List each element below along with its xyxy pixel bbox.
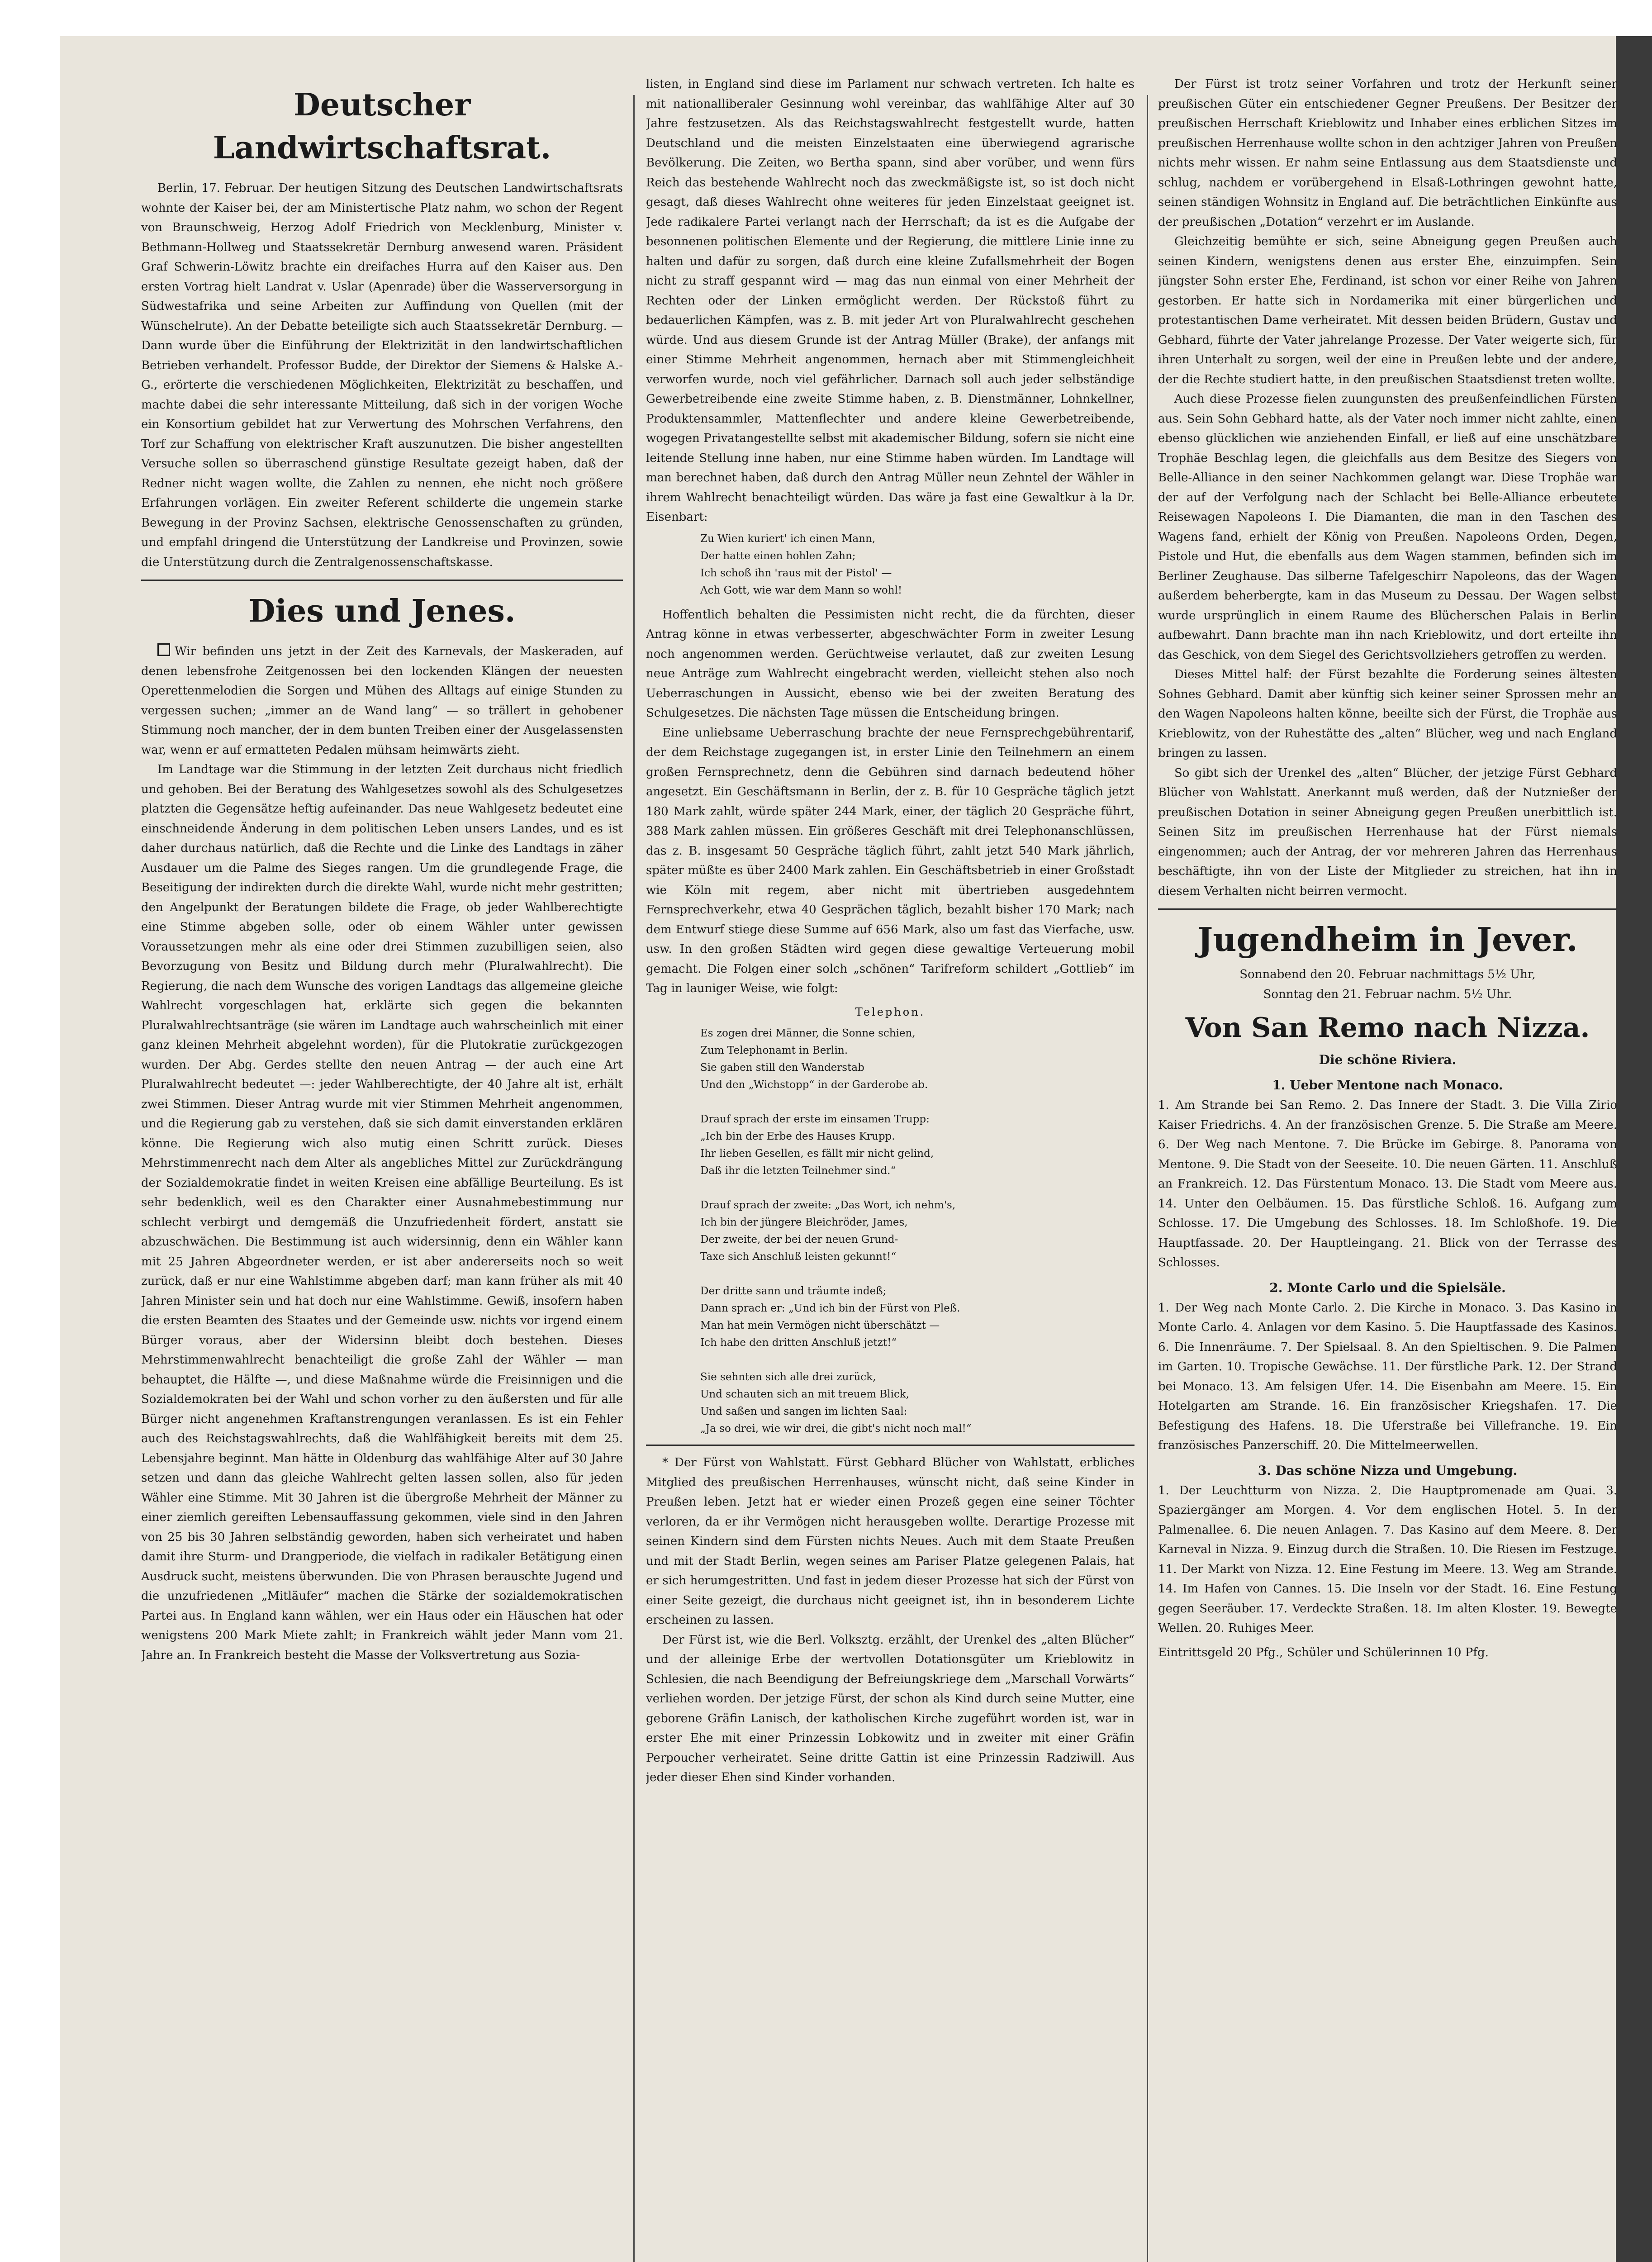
advert-date-saturday: Sonnabend den 20. Februar nachmittags 5½ Uhr, <box>1239 968 1536 981</box>
article-paragraph: Der Fürst ist, wie die Berl. Volksztg. erzählt, der Urenkel des „alten Blücher“ und der alleinige Erbe der wertvollen Dotationsgüter um Krieblowitz in Schlesien, die nach Beendigung der Befreiungskriege dem „Marschall Vorwärts“ verliehen worden. Der jetzige Fürst, der schon als Kind durch seine Mutter, eine geborene Gräfin Lanisch, der katholischen Kirche zugeführt worden ist, war in erster Ehe mit einer Prinzessin Lobkowitz und in zweiter mit einer Gräfin Perpoucher verheiratet. Seine dritte Gattin ist eine Prinzessin Radziwill. Aus jeder dieser Ehen sind Kinder vorhanden. <box>646 1633 1135 1784</box>
poem-line: Zum Telephonamt in Berlin. <box>700 1045 848 1056</box>
section-list-monte-carlo: 1. Der Weg nach Monte Carlo. 2. Die Kirche in Monaco. 3. Das Kasino in Monte Carlo. 4. Anlagen vor dem Kasino. 5. Die Hauptfassade des Kasinos. 6. Die Innenräume. 7. Der Spielsaal. 8. An den Spieltischen. 9. Die Palmen im Garten. 10. Tropische Gewächse. 11. Der fürstliche Park. 12. Der Strand bei Monaco. 13. Am felsigen Ufer. 14. Die Eisenbahn am Meere. 15. Ein Hotelgarten am Strande. 16. Ein französischer Kriegshafen. 17. Die Befestigung des Hafens. 18. Die Uferstraße bei Villefranche. 19. Ein französisches Panzerschiff. 20. Die Mittelmeerwellen. <box>1158 1301 1617 1452</box>
poem-title-telephon: Telephon. <box>855 1005 926 1018</box>
article-landwirtschaftsrat-body: Berlin, 17. Februar. Der heutigen Sitzung des Deutschen Landwirtschaftsrats wohnte der Kaiser bei, der am Ministertische Platz nahm, wo schon der Regent von Braunschweig, Herzog Adolf Friedrich von Mecklenburg, Minister v. Bethmann-Hollweg und Staatssekretär Dernburg anwesend waren. Präsident Graf Schwerin-Löwitz brachte ein dreifaches Hurra auf den Kaiser aus. Den ersten Vortrag hielt Landrat v. Uslar (Apenrade) über die Wasserversorgung in Südwestafrika und seine Arbeiten zur Auffindung von Quellen (mit der Wünschelrute). An der Debatte beteiligte sich auch Staatssekretär Dernburg. — Dann wurde über die Einführung der Elektrizität in den landwirtschaftlichen Betrieben verhandelt. Professor Budde, der Direktor der Siemens & Halske A.-G., erörterte die verschiedenen Möglichkeiten, Elektrizität zu beschaffen, und machte dabei die sehr interessante Mitteilung, daß sich in der vorigen Woche ein Konsortium gebildet hat zur Verwertung des Mohrschen Verfahrens, den Torf zur Schaffung von elektrischer Kraft auszunutzen. Die bisher angestellten Versuche sollen so überraschend günstige Resultate gezeigt haben, daß der Redner nicht wagen wollte, die Zahlen zu nennen, ehe nicht noch größere Erfahrungen vorlägen. Ein zweiter Referent schilderte die ungemein starke Bewegung in der Provinz Sachsen, elektrische Genossenschaften zu gründen, und empfahl dringend die Unterstützung der Landkreise und Provinzen, sowie die Unterstützung durch die Zentralgenossenschaftskasse. <box>141 181 623 569</box>
column-right <box>1158 75 1617 2262</box>
headline-dies-und-jenes: Dies und Jenes. <box>248 593 516 629</box>
advert-tagline: Die schöne Riviera. <box>1319 1052 1457 1067</box>
section-heading-mentone: 1. Ueber Mentone nach Monaco. <box>1272 1078 1503 1093</box>
article-paragraph <box>141 642 623 760</box>
poem-line: Ich schoß ihn 'raus mit der Pistol' — <box>700 567 892 579</box>
poem-line: Drauf sprach der erste im einsamen Trupp: <box>700 1113 930 1125</box>
poem-line: Man hat mein Vermögen nicht überschätzt — <box>700 1320 940 1331</box>
advert-date-sunday: Sonntag den 21. Februar nachm. 5½ Uhr. <box>1263 987 1512 1001</box>
poem-line: Ich bin der jüngere Bleichröder, James, <box>700 1217 908 1228</box>
article-paragraph: Dieses Mittel half: der Fürst bezahlte die Forderung seines ältesten Sohnes Gebhard. Damit aber künftig sich keiner seiner Sprossen mehr an den Wagen Napoleons halten könne, beeilte sich der Fürst, die Trophäe aus Krieblowitz, von der Ruhestätte des „alten“ Blücher, weg und nach England bringen zu lassen. <box>1158 668 1617 760</box>
headline-landwirtschaftsrat: Deutscher Landwirtschaftsrat. <box>213 87 551 166</box>
article-paragraph: listen, in England sind diese im Parlament nur schwach vertreten. Ich halte es mit nationalliberaler Gesinnung wohl vereinbar, das wahlfähige Alter auf 30 Jahre festzusetzen. Als das Reichstagswahlrecht festgestellt wurde, hatten Deutschland und die meisten Einzelstaaten eine überwiegend agrarische Bevölkerung. Die Zeiten, wo Bertha spann, sind aber vorüber, und wenn fürs Reich das bestehende Wahlrecht noch das zweckmäßigste ist, so ist doch nicht gesagt, daß dieses Wahlrecht ohne weiteres für jeden Einzelstaat geeignet ist. Jede radikalere Partei verlangt nach der Herrschaft; da ist es die Aufgabe der besonnenen politischen Elemente und der Regierung, die mittlere Linie inne zu halten und dafür zu sorgen, daß durch eine kleine Zufallsmehrheit der Bogen nicht zu straff gespannt wird — mag das nun einmal von einer Mehrheit der Rechten oder der Linken ermöglicht werden. Der Rückstoß führt zu bedauerlichen Kämpfen, was z. B. mit jeder Art von Pluralwahlrecht geschehen würde. Und aus diesem Grunde ist der Antrag Müller (Brake), der anfangs mit einer Stimme Mehrheit angenommen, hernach aber mit Stimmengleichheit verworfen wurde, noch viel gefährlicher. Darnach soll auch jeder selbständige Gewerbetreibende eine zweite Stimme haben, z. B. Dienstmänner, Lohnkellner, Produktensammler, Mattenflechter und andere kleine Gewerbetreibende, wogegen Privatangestellte selbst mit akademischer Bildung, sofern sie nicht eine leitende Stellung inne haben, nur eine Stimme haben würden. Im Landtage will man berechnet haben, daß durch den Antrag Müller neun Zehntel der Wähler in ihrem Wahlrecht benachteiligt würden. Das wäre ja fast eine Gewaltkur à la Dr. Eisenbart: <box>646 77 1135 524</box>
poem-line: Zu Wien kuriert' ich einen Mann, <box>700 532 876 545</box>
poem-line: Der zweite, der bei der neuen Grund- <box>700 1234 898 1245</box>
poem-line: Der hatte einen hohlen Zahn; <box>700 550 856 562</box>
section-list-nizza: 1. Der Leuchtturm von Nizza. 2. Die Hauptpromenade am Quai. 3. Spaziergänger am Morgen. 4. Vor dem englischen Hotel. 5. In der Palmenallee. 6. Die neuen Anlagen. 7. Das Kasino auf dem Meere. 8. Der Karneval in Nizza. 9. Einzug durch die Straßen. 10. Die Riesen im Festzuge. 11. Der Markt von Nizza. 12. Eine Festung im Meere. 13. Weg am Strande. 14. Im Hafen von Cannes. 15. Die Inseln vor der Stadt. 16. Eine Festung gegen Seeräuber. 17. Verdeckte Straßen. 18. Im alten Kloster. 19. Bewegte Wellen. 20. Ruhiges Meer. <box>1158 1483 1617 1635</box>
section-rule <box>646 1445 1135 1446</box>
poem-line: Taxe sich Anschluß leisten gekunnt!“ <box>700 1251 897 1263</box>
column-middle <box>646 75 1135 2262</box>
advert-subtitle: Von San Remo nach Nizza. <box>1185 1012 1590 1044</box>
poem-telephon <box>700 1025 1135 1437</box>
poem-line: Sie gaben still den Wanderstab <box>700 1062 864 1074</box>
poem-line: Es zogen drei Männer, die Sonne schien, <box>700 1027 916 1039</box>
section-heading-nizza: 3. Das schöne Nizza und Umgebung. <box>1258 1463 1518 1478</box>
poem-line <box>700 1179 1135 1197</box>
article-paragraph: Im Landtage war die Stimmung in der letzten Zeit durchaus nicht friedlich und gehoben. Bei der Beratung des Wahlgesetzes sowohl als des Schulgesetzes platzten die Gegensätze heftig aufeinander. Das neue Wahlgesetz bedeutet eine einschneidende Änderung in dem politischen Leben unsers Landes, und es ist daher durchaus natürlich, daß die Rechte und die Linke des Landtags in zäher Ausdauer um die Palme des Sieges rangen. Um die grundlegende Frage, die Beseitigung der indirekten durch die direkte Wahl, wurde nicht mehr gestritten; den Angelpunkt der Beratungen bildete die Frage, ob jeder Wahlberechtigte eine Stimme abgeben solle, oder ob einem Wähler unter gewissen Voraussetzungen mehr als eine oder drei Stimmen zuzubilligen seien, also Bevorzugung von Besitz und Bildung durch mehr (Pluralwahlrecht). Die Regierung, die nach dem Wunsche des vorigen Landtags das allgemeine gleiche Wahlrecht vorgeschlagen hat, erklärte sich gegen die bekannten Pluralwahlrechtsanträge (sie wären im Landtage auch wahrscheinlich mit einer ganz kleinen Mehrheit abgelehnt worden), für die Plutokratie zurückgezogen wurden. Der Abg. Gerdes stellte den neuen Antrag — der auch eine Art Pluralwahlrecht bedeutet —: jeder Wahlberechtigte, der 40 Jahre alt ist, erhält zwei Stimmen. Dieser Antrag wurde mit vier Stimmen Mehrheit angenommen, und die Regierung gab zu verstehen, daß sie sich damit einverstanden erklären könne. Die Regierung wich also mutig einen Schritt zurück. Dieses Mehrstimmenrecht nach dem Alter als angebliches Mittel zur Zurückdrängung der Sozialdemokratie findet in weiten Kreisen eine abfällige Beurteilung. Es ist sehr bedenklich, weil es den Charakter einer Ausnahmebestimmung nur schlecht verbirgt und demgemäß die Unzufriedenheit fördert, anstatt sie abzuschwächen. Die Bestimmung ist auch widersinnig, denn ein Wähler kann mit 25 Jahren Abgeordneter werden, er ist aber andererseits noch so weit zurück, daß er nur eine Wahlstimme abgeben darf; man kann früher als mit 40 Jahren Minister sein und hat doch nur eine Wahlstimme. Gewiß, insofern haben die ersten Beamten des Staates und der Gemeinde usw. nichts vor irgend einem Bürger voraus, aber der Widersinn bleibt doch bestehen. Dieses Mehrstimmenwahlrecht benachteiligt die große Zahl der Wähler — man behauptet, die Hälfte —, und diese Maßnahme würde die Freisinnigen und die Sozialdemokraten bei der Wahl und schon vorher zu den äußersten und für alle Bürger nicht angenehmen Kraftanstrengungen veranlassen. Es ist ein Fehler auch des Reichstagswahlrechts, daß die Wahlfähigkeit bereits mit dem 25. Lebensjahre beginnt. Man hätte in Oldenburg das wahlfähige Alter auf 30 Jahre setzen und dann das gleiche Wahlrecht gelten lassen sollen, also für jeden Wähler eine Stimme. Mit 30 Jahren ist die übergroße Mehrheit der Männer zu einer ziemlich gereiften Lebensauffassung gekommen, viele sind in den Jahren von 25 bis 30 Jahren selbständig geworden, haben sich verheiratet und haben damit ihre Sturm- und Drangperiode, die vielfach in radikaler Betätigung einen Ausdruck sucht, meistens überwunden. Die von Phrasen berauschte Jugend und die unzufriedenen „Mitläufer“ machen die Stärke der sozialdemokratischen Partei aus. In England kann wählen, wer ein Haus oder ein Häuschen hat oder wenigstens 200 Mark Miete zahlt; in Frankreich wählt jeder Mann vom 21. Jahre an. In Frankreich besteht die Masse der Volksvertretung aus Sozia- <box>141 763 623 1662</box>
article-paragraph: So gibt sich der Urenkel des „alten“ Blücher, der jetzige Fürst Gebhard Blücher von Wahlstatt. Anerkannt muß werden, daß der Nutznießer der preußischen Dotation in seiner Abneigung gegen Preußen unerbittlich ist. Seinen Sitz im preußischen Herrenhause hat der Fürst niemals eingenommen; auch der Antrag, der vor mehreren Jahren das Herrenhaus beschäftigte, ihn von der Liste der Mitglieder zu streichen, hat ihn in diesem Verhalten nicht beirren vermocht. <box>1158 766 1617 898</box>
section-heading-monte-carlo: 2. Monte Carlo und die Spielsäle. <box>1269 1280 1506 1295</box>
poem-line: Und saßen und sangen im lichten Saal: <box>700 1406 907 1417</box>
poem-line <box>700 1265 1135 1283</box>
poem-line: Und den „Wichstopp“ in der Garderobe ab. <box>700 1079 928 1091</box>
advert-title: Jugendheim in Jever. <box>1197 920 1578 959</box>
poem-line <box>700 1351 1135 1369</box>
poem-line: Daß ihr die letzten Teilnehmer sind.“ <box>700 1165 896 1177</box>
poem-line: Ach Gott, wie war dem Mann so wohl! <box>700 584 902 596</box>
article-fuerst-wahlstatt: * Der Fürst von Wahlstatt. Fürst Gebhard Blücher von Wahlstatt, erbliches Mitglied des preußischen Herrenhauses, wünscht nicht, daß seine Kinder in Preußen leben. Jetzt hat er wieder einen Prozeß gegen eine seiner Töchter verloren, da er ihr Vermögen nicht herausgeben wollte. Derartige Prozesse mit seinen Kindern sind dem Fürsten nichts Neues. Auch mit dem Staate Preußen und mit der Stadt Berlin, wegen seines am Pariser Platze gelegenen Palais, hat er sich herumgestritten. Und fast in jedem dieser Prozesse hat sich der Fürst von einer Seite gezeigt, die durchaus nicht geeignet ist, ihn in besonderem Lichte erscheinen zu lassen. <box>646 1456 1135 1627</box>
paragraph-text: Wir befinden uns jetzt in der Zeit des Karnevals, der Maskeraden, auf denen lebensfrohe Zeitgenossen bei den lockenden Klängen der neuesten Operettenmelodien die Sorgen und Mühen des Alltags auf einige Stunden zu vergessen suchen; „immer an de Wand lang“ — so trällert in gehobener Stimmung noch mancher, der in dem bunten Treiben einer der Ausgelassensten war, wenn er auf ermatteten Pedalen mühsam heimwärts zieht. <box>141 645 623 757</box>
scanner-edge <box>1616 36 1652 2262</box>
poem-line: Sie sehnten sich alle drei zurück, <box>700 1371 876 1383</box>
article-paragraph: Gleichzeitig bemühte er sich, seine Abneigung gegen Preußen auch seinen Kindern, wenigstens denen aus erster Ehe, einzuimpfen. Sein jüngster Sohn erster Ehe, Ferdinand, ist schon vor einer Reihe von Jahren gestorben. Er hatte sich in Nordamerika mit einer bürgerlichen und protestantischen Dame verheiratet. Mit dessen beiden Brüdern, Gustav und Gebhard, führte der Vater jahrelange Prozesse. Der Vater weigerte sich, für ihren Unterhalt zu sorgen, weil der eine in Preußen lebte und der andere, der die Rechte studiert hatte, in den preußischen Staatsdienst treten wollte. <box>1158 235 1617 386</box>
poem-line: Drauf sprach der zweite: „Das Wort, ich nehm's, <box>700 1199 956 1211</box>
advert-footer-prices: Eintrittsgeld 20 Pfg., Schüler und Schülerinnen 10 Pfg. <box>1158 1645 1489 1659</box>
column-divider <box>633 95 635 2262</box>
poem-line: „Ich bin der Erbe des Hauses Krupp. <box>700 1131 895 1142</box>
box-marker <box>157 643 170 656</box>
poem-line: „Ja so drei, wie wir drei, die gibt's nicht noch mal!“ <box>700 1423 972 1435</box>
article-paragraph: Eine unliebsame Ueberraschung brachte der neue Fernsprechgebührentarif, der dem Reichstage zugegangen ist, in erster Linie den Teilnehmern an einem großen Fernsprechnetz, denn die Gebühren sind darnach bedeutend höher angesetzt. Ein Geschäftsmann in Berlin, der z. B. für 10 Gespräche täglich jetzt 180 Mark zahlt, würde später 244 Mark, einer, der täglich 20 Gespräche führt, 388 Mark zahlen müssen. Ein größeres Geschäft mit drei Telephonanschlüssen, das z. B. insgesamt 50 Gespräche täglich führt, zahlt jetzt 540 Mark jährlich, später müßte es über 2400 Mark zahlen. Ein Geschäftsbetrieb in einer Großstadt wie Köln mit regem, aber nicht mit übertrieben ausgedehntem Fernsprechverkehr, etwa 40 Gesprächen täglich, bezahlt bisher 170 Mark; nach dem Entwurf stiege diese Summe auf 656 Mark, also um fast das Vierfache, usw. usw. In den großen Städten wird gegen diese gewaltige Verteuerung mobil gemacht. Die Folgen einer solch „schönen“ Tarifreform schildert „Gottlieb“ im Tag in launiger Weise, wie folgt: <box>646 726 1135 995</box>
section-list-mentone: 1. Am Strande bei San Remo. 2. Das Innere der Stadt. 3. Die Villa Zirio Kaiser Friedrichs. 4. An der französischen Grenze. 5. Die Straße am Meere. 6. Der Weg nach Mentone. 7. Die Brücke im Gebirge. 8. Panorama von Mentone. 9. Die Stadt von der Seeseite. 10. Die neuen Gärten. 11. Anschluß an Frankreich. 12. Das Fürstentum Monaco. 13. Die Stadt vom Meere aus. 14. Unter den Oelbäumen. 15. Das fürstliche Schloß. 16. Aufgang zum Schlosse. 17. Die Umgebung des Schlosses. 18. Im Schloßhofe. 19. Die Hauptfassade. 20. Der Hauptleingang. 21. Blick von der Terrasse des Schlosses. <box>1158 1098 1617 1269</box>
column-left <box>141 75 623 2262</box>
article-paragraph: Hoffentlich behalten die Pessimisten nicht recht, die da fürchten, dieser Antrag könne in etwas verbesserter, abgeschwächter Form in zweiter Lesung noch angenommen werden. Gerüchtweise verlautet, daß zur zweiten Lesung neue Anträge zum Wahlrecht eingebracht werden, vielleicht stehen also noch Ueberraschungen in Aussicht, ebenso wie bei der zweiten Beratung des Schulgesetzes. Die nächsten Tage müssen die Entscheidung bringen. <box>646 608 1135 720</box>
article-paragraph: Der Fürst ist trotz seiner Vorfahren und trotz der Herkunft seiner preußischen Güter ein entschiedener Gegner Preußens. Der Besitzer der preußischen Herrschaft Krieblowitz und Inhaber eines erblichen Sitzes im preußischen Herrenhause wollte schon in den achtziger Jahren von Preußen nichts mehr wissen. Er nahm seine Entlassung aus dem Staatsdienste und schlug, nachdem er vorübergehend in Elsaß-Lothringen gewohnt hatte, seinen ständigen Wohnsitz in England auf. Die beträchtlichen Einkünfte aus der preußischen „Dotation“ verzehrt er im Auslande. <box>1158 77 1617 229</box>
poem-line: Der dritte sann und träumte indeß; <box>700 1285 887 1297</box>
poem-eisenbart <box>700 530 1135 599</box>
poem-line: Ich habe den dritten Anschluß jetzt!“ <box>700 1337 897 1349</box>
poem-line: Und schauten sich an mit treuem Blick, <box>700 1388 910 1400</box>
column-divider <box>1147 95 1148 2262</box>
article-paragraph: Auch diese Prozesse fielen zuungunsten des preußenfeindlichen Fürsten aus. Sein Sohn Gebhard hatte, als der Vater noch immer nicht zahlte, einen ebenso glücklichen wie anziehenden Einfall, er ließ auf eine unschätzbare Trophäe Beschlag legen, die gleichfalls aus dem Besitze des Siegers von Belle-Alliance in den seiner Nachkommen gelangt war. Diese Trophäe war der auf der Verfolgung nach der Schlacht bei Belle-Alliance erbeutete Reisewagen Napoleons I. Die Diamanten, die man in den Taschen des Wagens fand, erhielt der König von Preußen. Napoleons Orden, Degen, Pistole und Hut, die ebenfalls aus dem Wagen stammen, befinden sich im Berliner Zeughause. Das silberne Tafelgeschirr Napoleons, das der Wagen außerdem beherbergte, kam in das Museum zu Dessau. Der Wagen selbst wurde ursprünglich in einem Raume des Blücherschen Palais in Berlin aufbewahrt. Dann brachte man ihn nach Krieblowitz, und dort erteilte ihn das Geschick, von dem Siegel des Gerichtsvollziehers getroffen zu werden. <box>1158 392 1617 662</box>
section-rule <box>1158 908 1617 910</box>
poem-line: Ihr lieben Gesellen, es fällt mir nicht gelind, <box>700 1148 934 1160</box>
poem-line <box>700 1093 1135 1111</box>
poem-line: Dann sprach er: „Und ich bin der Fürst von Pleß. <box>700 1302 960 1314</box>
section-rule <box>141 580 623 581</box>
